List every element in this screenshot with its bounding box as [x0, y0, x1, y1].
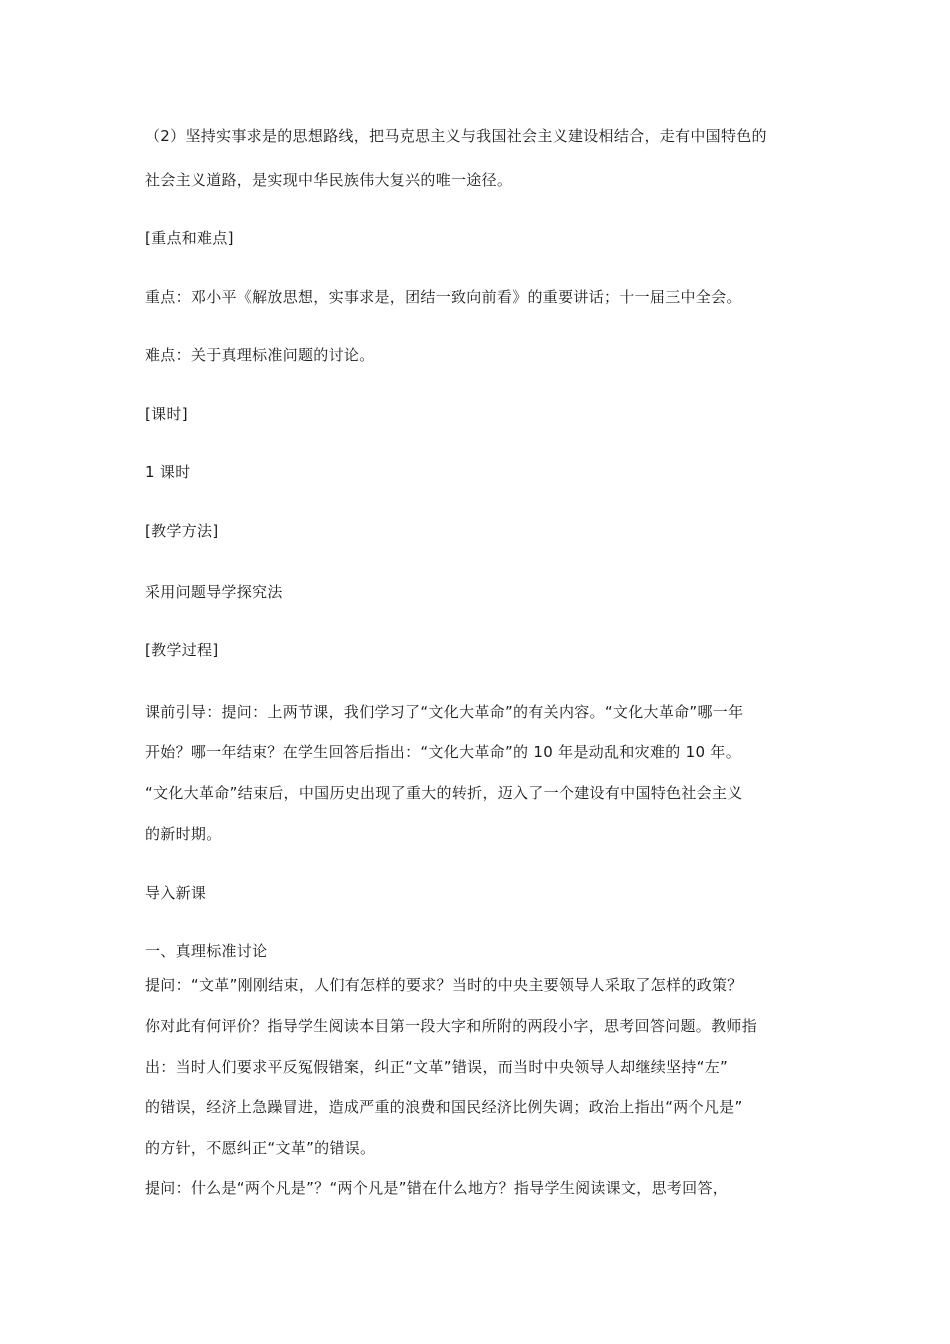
paragraph-question-one-line-5: 的方针，不愿纠正“文革”的错误。	[145, 1139, 376, 1157]
heading-teaching-method: [教学方法]	[145, 522, 219, 540]
key-point: 重点：邓小平《解放思想，实事求是，团结一致向前看》的重要讲话；十一届三中全会。	[145, 288, 742, 306]
difficult-point: 难点：关于真理标准问题的讨论。	[145, 346, 375, 364]
paragraph-intro-line-2: 开始？哪一年结束？在学生回答后指出：“文化大革命”的 10 年是动乱和灾难的 10 年。	[145, 743, 741, 761]
class-hours: 1 课时	[145, 463, 191, 481]
lead-in: 导入新课	[145, 884, 207, 902]
paragraph-question-one-line-3: 出：当时人们要求平反冤假错案，纠正“文革”错误，而当时中央领导人却继续坚持“左”	[145, 1058, 729, 1076]
paragraph-question-two-line-1: 提问：什么是“两个凡是”？“两个凡是”错在什么地方？指导学生阅读课文，思考回答，	[145, 1179, 729, 1197]
heading-teaching-process: [教学过程]	[145, 641, 219, 659]
paragraph-intro-line-1: 课前引导：提问：上两节课，我们学习了“文化大革命”的有关内容。“文化大革命”哪一年	[145, 703, 744, 721]
heading-key-points: [重点和难点]	[145, 229, 234, 247]
paragraph-intro-line-4: 的新时期。	[145, 825, 222, 843]
paragraph-question-one-line-4: 的错误，经济上急躁冒进，造成严重的浪费和国民经济比例失调；政治上指出“两个凡是”	[145, 1098, 743, 1116]
section-one-heading: 一、真理标准讨论	[145, 942, 268, 960]
paragraph-principle-line-2: 社会主义道路，是实现中华民族伟大复兴的唯一途径。	[145, 171, 513, 189]
paragraph-principle-line-1: （2）坚持实事求是的思想路线，把马克思主义与我国社会主义建设相结合，走有中国特色的	[145, 127, 767, 145]
heading-class-hours: [课时]	[145, 405, 188, 423]
paragraph-intro-line-3: “文化大革命”结束后，中国历史出现了重大的转折，迈入了一个建设有中国特色社会主义	[145, 784, 743, 802]
paragraph-question-one-line-2: 你对此有何评价？指导学生阅读本目第一段大字和所附的两段小字，思考回答问题。教师指	[145, 1017, 758, 1035]
teaching-method: 采用问题导学探究法	[145, 583, 283, 601]
paragraph-question-one-line-1: 提问：“文革”刚刚结束，人们有怎样的要求？当时的中央主要领导人采取了怎样的政策？	[145, 976, 743, 994]
